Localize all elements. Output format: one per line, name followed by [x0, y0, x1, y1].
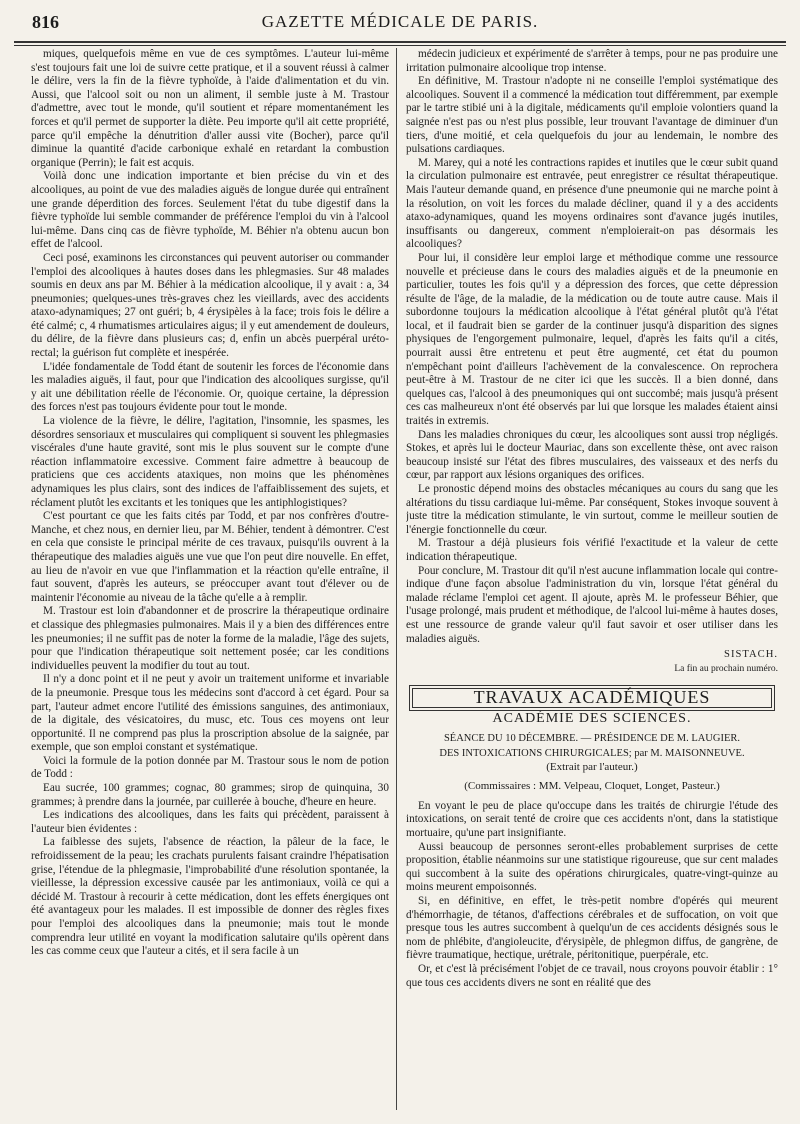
paragraph: Or, et c'est là précisément l'objet de ce travail, nous croyons pouvoir établir : 1° que tous ces accidents divers ne sont en réalité que des [406, 963, 778, 989]
commission-line: (Commissaires : MM. Velpeau, Cloquet, Longet, Pasteur.) [464, 780, 720, 793]
paragraph: Voici la formule de la potion donnée par M. Trastour sous le nom de potion de Todd : [31, 754, 389, 781]
continuation-note: La fin au prochain numéro. [674, 663, 778, 674]
paragraph: La violence de la fièvre, le délire, l'agitation, l'insomnie, les spasmes, les désordres sensoriaux et musculaires qui compliquent si souvent les phlegmasies viscérales d'une haute gravité, sont mis le plus souvent sur le compte d'une réaction inflammatoire excessive. Comment faire admettre à beaucoup de praticiens que ces accidents ataxiques, non moins que les phénomènes adynamiques les plus clairs, sont des indices de l'affaiblissement des sujets, et réclament plutôt les excitants et les toniques que les antiphlogistiques? [31, 415, 389, 509]
section-title-box: TRAVAUX ACADÉMIQUES [412, 688, 772, 708]
paragraph: M. Trastour a déjà plusieurs fois vérifié l'exactitude et la valeur de cette indication thérapeutique. [406, 537, 778, 563]
paragraph: médecin judicieux et expérimenté de s'arrêter à temps, pour ne pas produire une irritation pulmonaire alcoolique trop intense. [406, 48, 778, 74]
paragraph: M. Marey, qui a noté les contractions rapides et inutiles que le cœur subit quand la circulation pulmonaire est entravée, peut enregistrer ce résultat thérapeutique. Mais l'auteur demande quand, en présence d'une pneumonie qui ne marche point à la résolution, on voit les forces du malade décliner, quand il y a des accidents ataxo-adynamiques, quand les moyens ordinaires sont d'avance jugés inutiles, insuffisants ou dangereux, comment n'emploierait-on pas désormais les alcooliques? [406, 156, 778, 251]
memoir-title: DES INTOXICATIONS CHIRURGICALES; par M. MAISONNEUVE. [439, 748, 745, 760]
page-header [0, 0, 800, 40]
paragraph: La faiblesse des sujets, l'absence de réaction, la pâleur de la face, le refroidissement de la peau; les crachats purulents faisant craindre l'hépatisation grise, l'étendue de la phlegmasie, l'improbabilité d'une résolution spontanée, la vieillesse, la dépression excessive causée par les antimoniaux, voilà ce qui a décidé M. Trastour à recourir à cette médication, dont les effets énergiques ont été avantageux pour les malades. Il est impossible de donner des règles fixes pour l'emploi des alcooliques dans la pneumonie; mais tout le monde comprendra leur utilité en voyant la modification salutaire qu'ils opèrent dans les cas comme ceux que l'auteur a cités, et il sera facile à un [31, 836, 389, 958]
paragraph: L'idée fondamentale de Todd étant de soutenir les forces de l'économie dans les maladies aiguës, il faut, pour que l'indication des alcooliques surgisse, qu'il y ait une débilitation réelle de l'économie. Or, quoique certaine, la dépression des forces n'est pas toujours évidente pour tout le monde. [31, 360, 389, 414]
memoir-extract: (Extrait par l'auteur.) [546, 760, 638, 773]
right-column [406, 48, 778, 1110]
author-signature: SISTACH. [724, 649, 778, 661]
paragraph: Dans les maladies chroniques du cœur, les alcooliques sont aussi trop négligés. Stokes, et après lui le docteur Mauriac, dans son excellente thèse, ont avec raison beaucoup insisté sur l'état des fibres musculaires, des vaisseaux et des nerfs du cœur, par rapport aux lésions organiques des orifices. [406, 428, 778, 482]
paragraph: Les indications des alcooliques, dans les faits qui précèdent, paraissent à l'auteur bien évidentes : [31, 809, 389, 835]
paragraph: Si, en définitive, en effet, le très-petit nombre d'opérés qui meurent d'hémorrhagie, de tétanos, d'affections cérébrales et de suffocation, on voit que presque tous les autres succombent à quelqu'un de ces accidents désignés sous le nom de phlébite, d'angioleucite, d'érysipèle, de phlegmon diffus, de gangrène, de fièvre traumatique, hectique, urétrale, péritonitique, puerpérale, etc. [406, 895, 778, 962]
column-divider [396, 48, 397, 1110]
paragraph: Il n'y a donc point et il ne peut y avoir un traitement uniforme et invariable de la pneumonie. Presque tous les médecins sont d'accord à cet égard. Pour sa part, l'auteur admet encore l'utilité des émissions sanguines, des antimoniaux, de la digitale, des vésicatoires, du musc, etc. Tous ces moyens ont leur opportunité. Il ne comprend pas plus la proscription absolue de la saignée, par exemple, que son emploi constant et systématique. [31, 673, 389, 754]
paragraph: Ceci posé, examinons les circonstances qui peuvent autoriser ou commander l'emploi des alcooliques à hautes doses dans les phlegmasies. Sur 48 malades soumis en deux ans par M. Béhier à la médication alcoolique, il y avait : a, 34 pneumonies; quelques-unes très-graves chez les vieillards, avec des accidents ataxo-adynamiques; 27 ont guéri; b, 4 érysipèles à la face; trois fois le délire a été calmé; c, 4 rhumatismes articulaires aigus; il y eut amendement de douleurs, du délire, de la fièvre dans plusieurs cas; d, enfin un abcès puerpéral uréto-rectal; la guérison fut complète et inespérée. [31, 251, 389, 360]
paragraph: Le pronostic dépend moins des obstacles mécaniques au cours du sang que les altérations du tissu cardiaque lui-même. Par conséquent, Stokes invoque souvent à juste titre la médication stimulante, le vin surtout, comme le meilleur soutien de l'énergie fonctionnelle du cœur. [406, 483, 778, 536]
page-number: 816 [32, 12, 59, 32]
paragraph: En voyant le peu de place qu'occupe dans les traités de chirurgie l'étude des intoxications, on serait tenté de croire que ces accidents n'ont, dans la statistique mortuaire, qu'une part insignifiante. [406, 799, 778, 840]
paragraph: miques, quelquefois même en vue de ces symptômes. L'auteur lui-même s'est toujours fait une loi de suivre cette pratique, et il a souvent réussi à calmer le délire, vers la fin de la fièvre typhoïde, à l'aide d'alimentation et du vin. Aussi, que l'alcool soit ou non un aliment, il semble juste à M. Trastour d'admettre, avec tout le monde, qu'il soutient et répare momentanément les forces et qu'il permet de supporter la diète. Peu importe qu'il ait cette propriété, parce qu'il empêche la dénutrition d'aller aussi vite (Bocher), parce qu'il diminue la quantité d'acide carbonique exhalé en retardant la combustion organique (Perrin); le fait est acquis. [31, 48, 389, 169]
header-rule [14, 41, 786, 46]
left-column [31, 48, 389, 1110]
paragraph: Pour lui, il considère leur emploi large et méthodique comme une ressource nouvelle et précieuse dans le cours des maladies aiguës et de la pneumonie en particulier, toutes les fois qu'il y a dépression des forces, que cette dépression résulte de l'âge, de la maladie, de la médication ou de toute autre cause. Mais il subordonne toujours la médication alcoolique à l'état général plutôt qu'à l'état local, et il faudrait bien se garder de la continuer jusqu'à disparition des signes physiques de l'engorgement pulmonaire, lequel, d'après les faits qu'il a cités, pourrait aussi être entretenu et peut être augmenté, cet état du poumon n'empêchant point d'ailleurs l'achèvement de la convalescence. On reprochera peut-être à M. Trastour de ne citer ici que les succès. Il a bien donné, dans quelques cas, l'alcool à des pneumoniques qui ont succombé; mais jusqu'à présent ces cas malheureux n'ont été observés par lui que lorsque les malades étaient ainsi traités in extremis. [406, 251, 778, 428]
paragraph: Voilà donc une indication importante et bien précise du vin et des alcooliques, au point de vue des maladies aiguës de longue durée qui entraînent une grande déperdition des forces. Seulement l'état du tube digestif dans la fièvre typhoïde lui semble commander de préférence l'emploi du vin à l'alcool lui-même. Dans cinq cas de fièvre typhoïde, M. Béhier n'a obtenu aucun bon effet de l'alcool. [31, 170, 389, 251]
section-subtitle: ACADÉMIE DES SCIENCES. [492, 710, 692, 726]
session-line: SÉANCE DU 10 DÉCEMBRE. — PRÉSIDENCE DE M. LAUGIER. [443, 732, 741, 744]
paragraph: En définitive, M. Trastour n'adopte ni ne conseille l'emploi systématique des alcooliques. Souvent il a commencé la médication tout différemment, par exemple par le tartre stibié uni à la digitale, médicaments qu'il emploie volontiers quand la saignée n'est pas ou n'est plus possible, leur trouvant l'avantage de diminuer d'un tiers, d'une moitié, et cela quelquefois du jour au lendemain, le nombre des pulsations cardiaques. [406, 75, 778, 156]
formula: Eau sucrée, 100 grammes; cognac, 80 grammes; sirop de quinquina, 30 grammes; à prendre dans la journée, par cuillerée à bouche, d'heure en heure. [31, 782, 389, 808]
paragraph: C'est pourtant ce que les faits cités par Todd, et par nos confrères d'outre-Manche, et chez nous, en dernier lieu, par M. Béhier, tendent à démontrer. C'est en cela que consiste le principal mérite de ces travaux, puisqu'ils ouvrent à la thérapeutique des maladies aiguës une vue que l'on peut dire nouvelle. En effet, au lieu de n'avoir en vue que l'inflammation et la réaction qu'elle entraîne, il faut souvent, d'après les auteurs, se préoccuper avant tout d'élever ou de maintenir l'économie au niveau de la tâche qu'elle a à remplir. [31, 510, 389, 604]
paragraph: Pour conclure, M. Trastour dit qu'il n'est aucune inflammation locale qui contre-indique d'une façon absolue l'administration du vin, lorsque l'état général du malade réclame l'emploi cet agent. Il ajoute, après M. le professeur Béhier, que l'usage prolongé, mais prudent et méthodique, de l'alcool lui-même à hautes doses, est une ressource de grande valeur qu'il faut savoir et oser utiliser dans les maladies aiguës. [406, 564, 778, 645]
journal-title: GAZETTE MÉDICALE DE PARIS. [261, 12, 539, 31]
paragraph: M. Trastour est loin d'abandonner et de proscrire la thérapeutique ordinaire et classique des phlegmasies pulmonaires. Mais il y a bien des différences entre les pneumonies; il ne suffit pas de noter la forme de la maladie, l'âge des sujets, pour que l'indication thérapeutique soit nettement posée; car les conditions individuelles peuvent la modifier du tout au tout. [31, 605, 389, 672]
paragraph: Aussi beaucoup de personnes seront-elles probablement surprises de cette proposition, établie néanmoins sur une statistique rigoureuse, que sur cent malades qui succombent à la suite des opérations chirurgicales, quatre-vingt-quinze au moins meurent empoisonnés. [406, 840, 778, 894]
